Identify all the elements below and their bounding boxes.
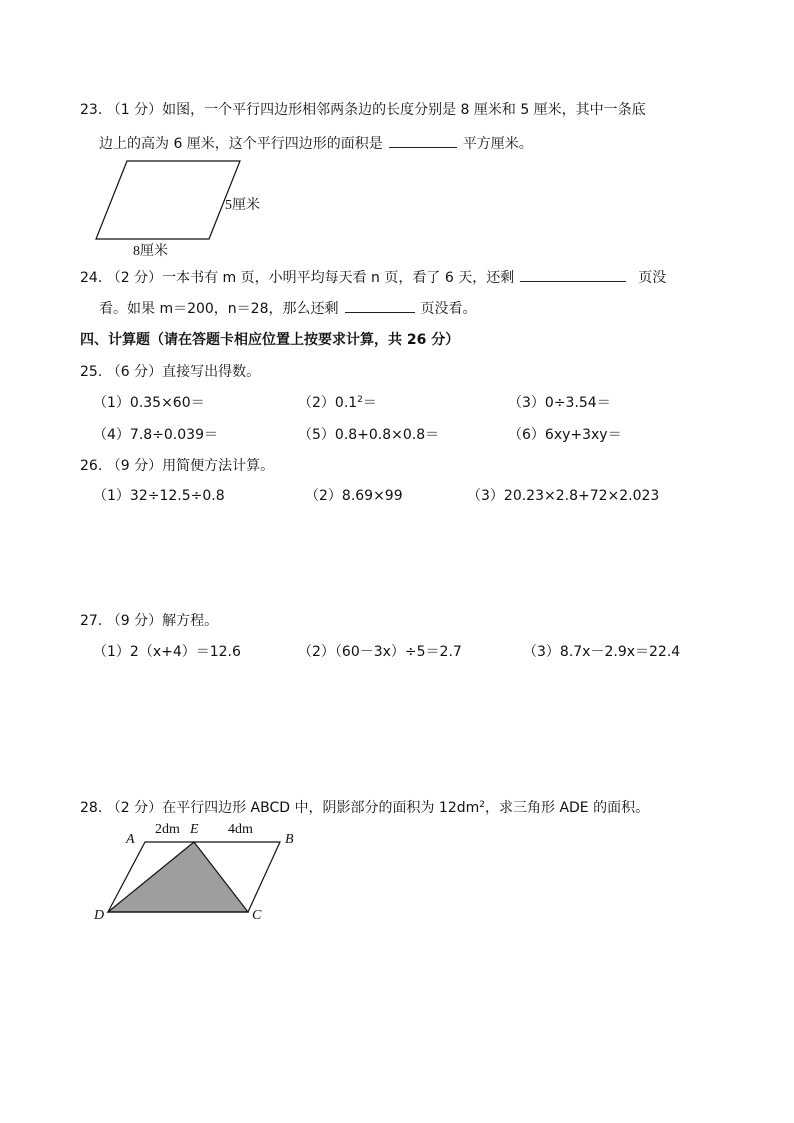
q27-item-3: （3）8.7x－2.9x＝22.4 [523,644,681,660]
q25-item-5: （5）0.8+0.8×0.8＝ [298,427,440,443]
q24-line2 [99,298,477,319]
q26-item-1: （1）32÷12.5÷0.8 [93,488,225,504]
q28-text-exponent: 2 [479,800,485,810]
q28-text-main: 28. （2 分）在平行四边形 ABCD 中，阴影部分的面积为 12dm [80,800,480,816]
q23-answer-blank[interactable] [389,133,457,148]
q27-item-1: （1）2（x+4）＝12.6 [93,644,241,660]
q25-title: 25. （6 分）直接写出得数。 [80,364,261,380]
q25-item-2 [298,393,377,413]
q23-line2-text: 边上的高为 6 厘米，这个平行四边形的面积是 [99,136,383,152]
q28-label-eb: 4dm [228,822,253,837]
q28-label-a: A [126,832,135,847]
q27-item-2: （2）（60－3x）÷5＝2.7 [298,644,462,660]
q28-text [80,798,649,818]
q24-line1-text: 24. （2 分）一本书有 m 页，小明平均每天看 n 页，看了 6 天，还剩 [80,270,515,286]
q26-item-3: （3）20.23×2.8+72×2.023 [467,488,660,504]
q28-label-e: E [190,822,199,837]
q28-text-tail: ，求三角形 ADE 的面积。 [485,800,650,816]
q27-title: 27. （9 分）解方程。 [80,613,219,629]
q24-line1 [80,267,666,288]
q23-parallelogram [96,161,240,239]
q25-item-1: （1）0.35×60＝ [93,395,205,411]
q23-line2 [99,133,533,154]
q28-label-d: D [94,908,105,923]
q25-item-6: （6）6xy+3xy＝ [508,427,622,443]
q28-label-c: C [252,908,262,923]
q24-answer-blank-1[interactable] [520,267,626,282]
q25-item-3: （3）0÷3.54＝ [508,395,611,411]
q23-line1: 23. （1 分）如图，一个平行四边形相邻两条边的长度分别是 8 厘米和 5 厘米，其中一条底 [80,102,646,118]
q23-side-label: 5厘米 [225,198,260,213]
q24-answer-blank-2[interactable] [345,298,415,313]
q28-label-b: B [285,832,294,847]
q25-item-2-exponent: 2 [357,395,363,405]
q24-line1-tail: 页没 [638,270,667,286]
section4-title: 四、计算题（请在答题卡相应位置上按要求计算，共 26 分） [80,332,460,348]
q28-shaded-triangle [108,842,248,912]
q25-item-4: （4）7.8÷0.039＝ [93,427,218,443]
q25-item-2-eq: ＝ [362,395,377,411]
q26-title: 26. （9 分）用简便方法计算。 [80,458,275,474]
q28-label-ae: 2dm [155,822,180,837]
q23-base-label: 8厘米 [133,244,168,259]
q23-line2-tail: 平方厘米。 [462,136,533,152]
q24-line2-text: 看。如果 m＝200，n＝28，那么还剩 [99,301,339,317]
q25-item-2-text: （2）0.1 [298,395,358,411]
q24-line2-tail: 页没看。 [420,301,477,317]
q26-item-2: （2）8.69×99 [305,488,403,504]
